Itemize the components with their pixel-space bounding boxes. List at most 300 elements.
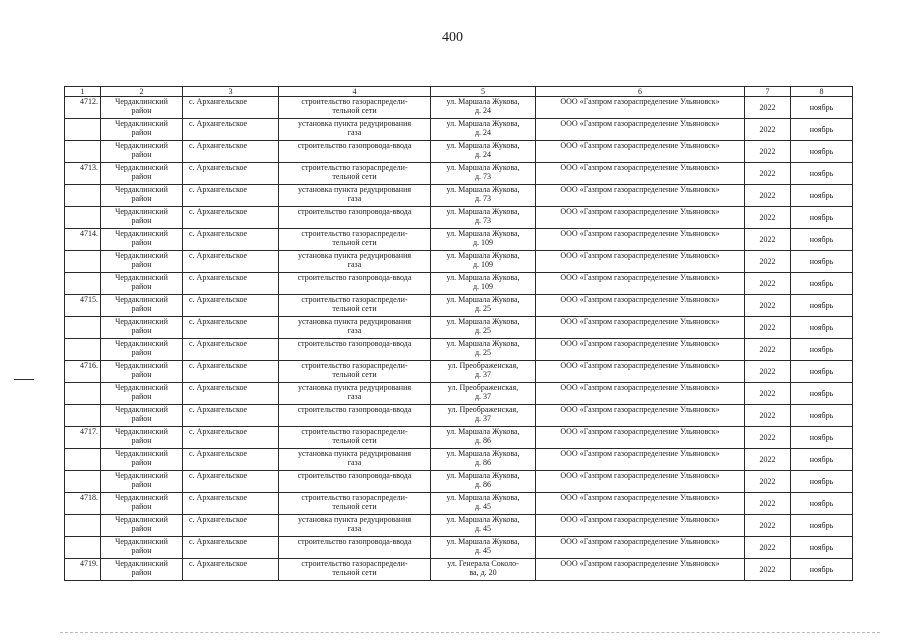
year-cell xyxy=(745,559,791,581)
work-cell-line: строительство газораспредели- xyxy=(301,559,408,568)
table-row xyxy=(65,383,853,405)
work-cell-line: строительство газопровода-ввода xyxy=(297,471,412,480)
locality-cell-line: с. Архангельское xyxy=(189,339,248,348)
address-cell-line: д. 109 xyxy=(472,282,494,291)
address-cell-line: ул. Маршала Жукова, xyxy=(446,251,520,260)
month-cell-line: ноябрь xyxy=(809,433,834,442)
column-number: 6 xyxy=(536,87,745,97)
organization-cell-line: ООО «Газпром газораспределение Ульяновск» xyxy=(560,273,720,282)
work-cell-line: тельной сети xyxy=(332,304,377,313)
organization-cell-line: ООО «Газпром газораспределение Ульяновск» xyxy=(560,493,720,502)
table-row xyxy=(65,537,853,559)
address-cell xyxy=(431,97,536,119)
district-cell xyxy=(101,471,183,493)
record-number-line: 4714. xyxy=(80,229,98,238)
locality-cell xyxy=(183,295,279,317)
record-number xyxy=(65,273,101,295)
district-cell-line: Чердаклинский xyxy=(115,141,168,150)
record-number xyxy=(65,515,101,537)
address-cell xyxy=(431,339,536,361)
address-cell xyxy=(431,493,536,515)
table-row xyxy=(65,141,853,163)
month-cell xyxy=(791,273,853,295)
year-cell-line: 2022 xyxy=(759,499,776,508)
locality-cell-line: с. Архангельское xyxy=(189,97,248,106)
district-cell-line: Чердаклинский xyxy=(115,493,168,502)
address-cell-line: д. 86 xyxy=(474,458,492,467)
locality-cell xyxy=(183,185,279,207)
organization-cell-line: ООО «Газпром газораспределение Ульяновск» xyxy=(560,141,720,150)
district-cell-line: район xyxy=(131,326,152,335)
organization-cell-line: ООО «Газпром газораспределение Ульяновск» xyxy=(560,427,720,436)
month-cell-line: ноябрь xyxy=(809,543,834,552)
locality-cell xyxy=(183,361,279,383)
work-cell xyxy=(279,207,431,229)
work-cell-line: установка пункта редуцирования xyxy=(297,383,412,392)
month-cell xyxy=(791,449,853,471)
year-cell xyxy=(745,339,791,361)
work-cell xyxy=(279,229,431,251)
work-cell-line: газа xyxy=(347,524,362,533)
work-cell-line: установка пункта редуцирования xyxy=(297,185,412,194)
year-cell xyxy=(745,229,791,251)
month-cell xyxy=(791,97,853,119)
locality-cell-line: с. Архангельское xyxy=(189,119,248,128)
month-cell-line: ноябрь xyxy=(809,499,834,508)
district-cell xyxy=(101,559,183,581)
month-cell-line: ноябрь xyxy=(809,455,834,464)
month-cell xyxy=(791,229,853,251)
address-cell-line: д. 25 xyxy=(474,326,492,335)
district-cell-line: Чердаклинский xyxy=(115,251,168,260)
organization-cell xyxy=(536,163,745,185)
record-number xyxy=(65,119,101,141)
address-cell-line: д. 73 xyxy=(474,194,492,203)
column-number: 4 xyxy=(279,87,431,97)
district-cell xyxy=(101,449,183,471)
organization-cell xyxy=(536,383,745,405)
work-cell xyxy=(279,251,431,273)
organization-cell-line: ООО «Газпром газораспределение Ульяновск» xyxy=(560,449,720,458)
table-row xyxy=(65,449,853,471)
organization-cell xyxy=(536,295,745,317)
record-number xyxy=(65,361,101,383)
locality-cell-line: с. Архангельское xyxy=(189,361,248,370)
district-cell-line: район xyxy=(131,458,152,467)
work-cell-line: строительство газопровода-ввода xyxy=(297,207,412,216)
month-cell-line: ноябрь xyxy=(809,191,834,200)
organization-cell-line: ООО «Газпром газораспределение Ульяновск» xyxy=(560,383,720,392)
organization-cell xyxy=(536,97,745,119)
district-cell-line: район xyxy=(131,238,152,247)
month-cell xyxy=(791,119,853,141)
table-row xyxy=(65,295,853,317)
locality-cell xyxy=(183,449,279,471)
locality-cell xyxy=(183,317,279,339)
table-row xyxy=(65,163,853,185)
work-cell-line: строительство газораспредели- xyxy=(301,229,408,238)
record-number xyxy=(65,251,101,273)
locality-cell-line: с. Архангельское xyxy=(189,163,248,172)
district-cell-line: район xyxy=(131,414,152,423)
year-cell-line: 2022 xyxy=(759,389,776,398)
year-cell xyxy=(745,141,791,163)
year-cell xyxy=(745,163,791,185)
address-cell xyxy=(431,317,536,339)
address-cell-line: ул. Генерала Соколо- xyxy=(447,559,519,568)
district-cell-line: район xyxy=(131,524,152,533)
organization-cell xyxy=(536,515,745,537)
record-number-line: 4716. xyxy=(80,361,98,370)
organization-cell xyxy=(536,427,745,449)
organization-cell xyxy=(536,449,745,471)
month-cell-line: ноябрь xyxy=(809,235,834,244)
district-cell xyxy=(101,207,183,229)
work-cell-line: тельной сети xyxy=(332,172,377,181)
address-cell xyxy=(431,273,536,295)
address-cell-line: ул. Маршала Жукова, xyxy=(446,185,520,194)
year-cell-line: 2022 xyxy=(759,521,776,530)
month-cell xyxy=(791,185,853,207)
work-cell-line: газа xyxy=(347,458,362,467)
work-cell-line: строительство газораспредели- xyxy=(301,361,408,370)
work-cell-line: установка пункта редуцирования xyxy=(297,119,412,128)
year-cell-line: 2022 xyxy=(759,301,776,310)
year-cell xyxy=(745,317,791,339)
year-cell xyxy=(745,383,791,405)
district-cell-line: Чердаклинский xyxy=(115,317,168,326)
work-cell xyxy=(279,97,431,119)
record-number xyxy=(65,405,101,427)
record-number xyxy=(65,97,101,119)
work-cell-line: установка пункта редуцирования xyxy=(297,317,412,326)
register-table xyxy=(64,86,853,581)
organization-cell-line: ООО «Газпром газораспределение Ульяновск» xyxy=(560,295,720,304)
address-cell xyxy=(431,383,536,405)
address-cell xyxy=(431,449,536,471)
record-number-line: 4712. xyxy=(80,97,98,106)
work-cell xyxy=(279,493,431,515)
year-cell xyxy=(745,295,791,317)
locality-cell-line: с. Архангельское xyxy=(189,405,248,414)
work-cell xyxy=(279,185,431,207)
record-number xyxy=(65,185,101,207)
month-cell-line: ноябрь xyxy=(809,345,834,354)
address-cell-line: ул. Маршала Жукова, xyxy=(446,493,520,502)
table-row xyxy=(65,97,853,119)
work-cell-line: тельной сети xyxy=(332,436,377,445)
organization-cell-line: ООО «Газпром газораспределение Ульяновск» xyxy=(560,97,720,106)
locality-cell-line: с. Архангельское xyxy=(189,317,248,326)
year-cell-line: 2022 xyxy=(759,103,776,112)
district-cell-line: Чердаклинский xyxy=(115,97,168,106)
work-cell xyxy=(279,339,431,361)
district-cell xyxy=(101,339,183,361)
organization-cell-line: ООО «Газпром газораспределение Ульяновск» xyxy=(560,361,720,370)
locality-cell-line: с. Архангельское xyxy=(189,229,248,238)
organization-cell xyxy=(536,405,745,427)
table-row xyxy=(65,207,853,229)
month-cell xyxy=(791,251,853,273)
record-number xyxy=(65,493,101,515)
table-row xyxy=(65,559,853,581)
address-cell-line: д. 25 xyxy=(474,304,492,313)
year-cell-line: 2022 xyxy=(759,323,776,332)
organization-cell xyxy=(536,273,745,295)
address-cell-line: д. 37 xyxy=(474,370,492,379)
locality-cell-line: с. Архангельское xyxy=(189,273,248,282)
table-row xyxy=(65,427,853,449)
table-row xyxy=(65,405,853,427)
work-cell xyxy=(279,471,431,493)
record-number-line: 4718. xyxy=(80,493,98,502)
organization-cell xyxy=(536,339,745,361)
year-cell-line: 2022 xyxy=(759,411,776,420)
district-cell-line: район xyxy=(131,216,152,225)
address-cell-line: д. 24 xyxy=(474,128,492,137)
district-cell xyxy=(101,229,183,251)
district-cell-line: район xyxy=(131,348,152,357)
table-row xyxy=(65,229,853,251)
address-cell-line: д. 37 xyxy=(474,392,492,401)
scan-edge-line xyxy=(60,632,880,633)
work-cell-line: тельной сети xyxy=(332,238,377,247)
record-number xyxy=(65,317,101,339)
address-cell xyxy=(431,207,536,229)
table-row xyxy=(65,515,853,537)
month-cell xyxy=(791,427,853,449)
organization-cell-line: ООО «Газпром газораспределение Ульяновск» xyxy=(560,339,720,348)
district-cell-line: район xyxy=(131,392,152,401)
work-cell-line: газа xyxy=(347,326,362,335)
record-number xyxy=(65,141,101,163)
locality-cell xyxy=(183,515,279,537)
district-cell xyxy=(101,251,183,273)
district-cell-line: Чердаклинский xyxy=(115,361,168,370)
locality-cell-line: с. Архангельское xyxy=(189,295,248,304)
district-cell-line: район xyxy=(131,172,152,181)
organization-cell xyxy=(536,207,745,229)
address-cell xyxy=(431,405,536,427)
year-cell-line: 2022 xyxy=(759,235,776,244)
table-row xyxy=(65,185,853,207)
work-cell xyxy=(279,295,431,317)
district-cell xyxy=(101,493,183,515)
work-cell xyxy=(279,515,431,537)
district-cell-line: Чердаклинский xyxy=(115,427,168,436)
locality-cell xyxy=(183,537,279,559)
district-cell-line: район xyxy=(131,260,152,269)
locality-cell xyxy=(183,273,279,295)
month-cell-line: ноябрь xyxy=(809,213,834,222)
address-cell-line: д. 25 xyxy=(474,348,492,357)
district-cell xyxy=(101,273,183,295)
address-cell-line: ул. Преображенская, xyxy=(447,383,519,392)
address-cell-line: ул. Маршала Жукова, xyxy=(446,317,520,326)
month-cell-line: ноябрь xyxy=(809,301,834,310)
address-cell-line: д. 109 xyxy=(472,238,494,247)
district-cell xyxy=(101,317,183,339)
address-cell-line: ва, д. 20 xyxy=(469,568,497,577)
address-cell xyxy=(431,427,536,449)
year-cell xyxy=(745,251,791,273)
locality-cell-line: с. Архангельское xyxy=(189,471,248,480)
locality-cell xyxy=(183,405,279,427)
district-cell-line: район xyxy=(131,480,152,489)
address-cell xyxy=(431,515,536,537)
district-cell xyxy=(101,361,183,383)
address-cell xyxy=(431,295,536,317)
district-cell-line: Чердаклинский xyxy=(115,163,168,172)
record-number xyxy=(65,207,101,229)
table-row xyxy=(65,339,853,361)
organization-cell-line: ООО «Газпром газораспределение Ульяновск» xyxy=(560,471,720,480)
locality-cell-line: с. Архангельское xyxy=(189,251,248,260)
year-cell-line: 2022 xyxy=(759,169,776,178)
district-cell-line: район xyxy=(131,304,152,313)
district-cell-line: Чердаклинский xyxy=(115,207,168,216)
address-cell-line: ул. Маршала Жукова, xyxy=(446,97,520,106)
organization-cell xyxy=(536,185,745,207)
address-cell xyxy=(431,471,536,493)
locality-cell xyxy=(183,493,279,515)
month-cell-line: ноябрь xyxy=(809,477,834,486)
address-cell xyxy=(431,361,536,383)
month-cell xyxy=(791,207,853,229)
address-cell-line: д. 24 xyxy=(474,106,492,115)
month-cell-line: ноябрь xyxy=(809,389,834,398)
year-cell xyxy=(745,405,791,427)
address-cell xyxy=(431,163,536,185)
column-number: 2 xyxy=(101,87,183,97)
address-cell-line: д. 109 xyxy=(472,260,494,269)
district-cell xyxy=(101,405,183,427)
year-cell xyxy=(745,119,791,141)
year-cell-line: 2022 xyxy=(759,477,776,486)
organization-cell xyxy=(536,119,745,141)
month-cell-line: ноябрь xyxy=(809,125,834,134)
year-cell-line: 2022 xyxy=(759,257,776,266)
work-cell-line: установка пункта редуцирования xyxy=(297,251,412,260)
year-cell-line: 2022 xyxy=(759,433,776,442)
record-number-line: 4719. xyxy=(80,559,98,568)
address-cell-line: ул. Маршала Жукова, xyxy=(446,449,520,458)
year-cell xyxy=(745,449,791,471)
locality-cell-line: с. Архангельское xyxy=(189,427,248,436)
year-cell xyxy=(745,471,791,493)
organization-cell-line: ООО «Газпром газораспределение Ульяновск» xyxy=(560,559,720,568)
month-cell-line: ноябрь xyxy=(809,169,834,178)
month-cell-line: ноябрь xyxy=(809,521,834,530)
district-cell-line: Чердаклинский xyxy=(115,185,168,194)
work-cell xyxy=(279,361,431,383)
district-cell-line: Чердаклинский xyxy=(115,273,168,282)
organization-cell xyxy=(536,251,745,273)
address-cell-line: ул. Маршала Жукова, xyxy=(446,163,520,172)
month-cell xyxy=(791,471,853,493)
district-cell-line: район xyxy=(131,436,152,445)
work-cell xyxy=(279,163,431,185)
district-cell xyxy=(101,119,183,141)
year-cell xyxy=(745,427,791,449)
address-cell-line: ул. Маршала Жукова, xyxy=(446,229,520,238)
district-cell xyxy=(101,383,183,405)
work-cell xyxy=(279,273,431,295)
organization-cell-line: ООО «Газпром газораспределение Ульяновск» xyxy=(560,537,720,546)
address-cell-line: д. 45 xyxy=(474,524,492,533)
locality-cell-line: с. Архангельское xyxy=(189,537,248,546)
record-number xyxy=(65,295,101,317)
locality-cell xyxy=(183,427,279,449)
work-cell-line: строительство газопровода-ввода xyxy=(297,405,412,414)
district-cell-line: Чердаклинский xyxy=(115,537,168,546)
district-cell-line: Чердаклинский xyxy=(115,383,168,392)
month-cell xyxy=(791,515,853,537)
year-cell-line: 2022 xyxy=(759,191,776,200)
month-cell xyxy=(791,383,853,405)
month-cell xyxy=(791,141,853,163)
year-cell xyxy=(745,361,791,383)
record-number xyxy=(65,383,101,405)
year-cell-line: 2022 xyxy=(759,367,776,376)
locality-cell-line: с. Архангельское xyxy=(189,185,248,194)
locality-cell-line: с. Архангельское xyxy=(189,449,248,458)
record-number-line: 4713. xyxy=(80,163,98,172)
address-cell-line: д. 73 xyxy=(474,216,492,225)
month-cell-line: ноябрь xyxy=(809,103,834,112)
address-cell-line: ул. Маршала Жукова, xyxy=(446,141,520,150)
month-cell-line: ноябрь xyxy=(809,279,834,288)
organization-cell-line: ООО «Газпром газораспределение Ульяновск» xyxy=(560,317,720,326)
column-number: 7 xyxy=(745,87,791,97)
year-cell-line: 2022 xyxy=(759,279,776,288)
district-cell-line: Чердаклинский xyxy=(115,471,168,480)
address-cell-line: д. 45 xyxy=(474,502,492,511)
work-cell-line: установка пункта редуцирования xyxy=(297,449,412,458)
table-row xyxy=(65,251,853,273)
year-cell-line: 2022 xyxy=(759,125,776,134)
work-cell-line: тельной сети xyxy=(332,370,377,379)
organization-cell-line: ООО «Газпром газораспределение Ульяновск» xyxy=(560,119,720,128)
month-cell xyxy=(791,405,853,427)
work-cell xyxy=(279,427,431,449)
work-cell-line: строительство газопровода-ввода xyxy=(297,141,412,150)
address-cell xyxy=(431,229,536,251)
record-number xyxy=(65,163,101,185)
table-row xyxy=(65,317,853,339)
work-cell xyxy=(279,405,431,427)
organization-cell xyxy=(536,361,745,383)
locality-cell-line: с. Архангельское xyxy=(189,515,248,524)
organization-cell xyxy=(536,229,745,251)
district-cell-line: Чердаклинский xyxy=(115,295,168,304)
address-cell xyxy=(431,141,536,163)
organization-cell xyxy=(536,141,745,163)
record-number-line: 4717. xyxy=(80,427,98,436)
district-cell-line: Чердаклинский xyxy=(115,229,168,238)
work-cell-line: тельной сети xyxy=(332,568,377,577)
district-cell-line: Чердаклинский xyxy=(115,449,168,458)
month-cell xyxy=(791,163,853,185)
record-number xyxy=(65,449,101,471)
district-cell-line: район xyxy=(131,370,152,379)
record-number xyxy=(65,339,101,361)
work-cell-line: строительство газопровода-ввода xyxy=(297,273,412,282)
address-cell xyxy=(431,537,536,559)
work-cell-line: строительство газораспредели- xyxy=(301,295,408,304)
locality-cell xyxy=(183,471,279,493)
district-cell xyxy=(101,537,183,559)
